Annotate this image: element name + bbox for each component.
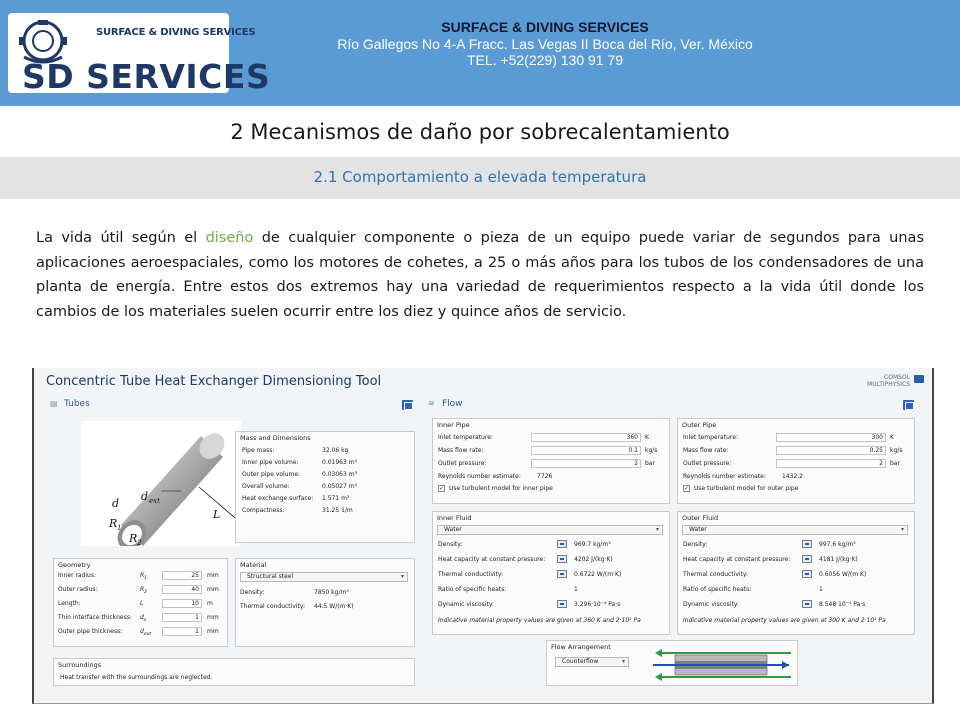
inner-fluid-row-value: 969.7 kg/m³ (574, 541, 611, 548)
material-row-value: 44.5 W/(m·K) (314, 603, 354, 610)
outer-pipe-row-label: Mass flow rate: (683, 447, 729, 454)
flow-arrangement-group (546, 640, 798, 686)
property-edit-icon[interactable] (557, 600, 567, 608)
outer-pipe-reynolds-value: 1432.2 (782, 473, 803, 480)
mass-row-label: Pipe mass: (242, 447, 275, 454)
comsol-app-screenshot (32, 368, 934, 704)
material-group-title: Material (240, 561, 267, 569)
counterflow-diagram (651, 647, 795, 683)
logo-wordmark: SD SERVICES (22, 57, 271, 96)
outer-fluid-row-value: 0.6056 W/(m·K) (819, 571, 867, 578)
geometry-row-label: Outer radius: (58, 586, 98, 593)
tubes-section-icon: ▤ (50, 399, 58, 408)
surroundings-title: Surroundings (58, 661, 102, 669)
flow-section-icon: ≋ (428, 399, 435, 408)
outer-pipe-row-label: Outlet pressure: (683, 460, 732, 467)
inner-fluid-select[interactable] (437, 525, 663, 535)
geometry-unit: mm (207, 614, 219, 621)
inner-pipe-turbulent-checkbox[interactable]: ✓ (439, 485, 445, 492)
outer-pipe-value-input[interactable]: 300 (776, 433, 886, 442)
chevron-down-icon: ▾ (621, 658, 625, 665)
property-edit-icon[interactable] (802, 540, 812, 548)
geometry-symbol (140, 586, 147, 595)
outer-fluid-row-label: Thermal conductivity: (683, 571, 749, 578)
paragraph-text-start: La vida útil según el (36, 230, 206, 246)
inner-fluid-row-label: Ratio of specific heats: (438, 586, 507, 593)
inner-fluid-row-value: 1 (574, 586, 578, 593)
diagram-label-r1: R (109, 517, 118, 530)
mass-row-label: Compactness: (242, 507, 285, 514)
paragraph-text-end: de cualquier componente o pieza de un equipo puede variar de segundos para unas aplicaciones aeroespaciales, como los motores de cohetes, a 25 o más años para los tubos de los condensadores de una planta de energía. Entre estos dos extremos hay una variedad de requerimientos respecto a la vida útil donde los cambios de los materiales suelen ocurrir entre los diez y quince años de servicio. (36, 230, 925, 320)
page-title: 2 Mecanismos de daño por sobrecalentamiento (230, 120, 730, 144)
outer-pipe-checkbox-label: Use turbulent model for outer pipe (694, 485, 799, 492)
outer-fluid-row-label: Heat capacity at constant pressure: (683, 556, 791, 563)
outer-pipe-group (677, 418, 915, 504)
body-paragraph (36, 226, 924, 324)
diagram-label-r1-sub: 1 (117, 524, 122, 532)
paragraph-highlight: diseño (205, 230, 254, 246)
outer-pipe-unit: K (890, 434, 894, 441)
flow-label: Flow (442, 399, 463, 409)
outer-pipe-unit: kg/s (890, 447, 903, 454)
surroundings-text: Heat transfer with the surroundings are neglected. (60, 674, 213, 681)
geometry-unit: mm (207, 586, 219, 593)
geometry-symbol (140, 614, 146, 623)
outer-fluid-row-label: Ratio of specific heats: (683, 586, 752, 593)
geometry-symbol-main: R (140, 572, 145, 579)
company-info (290, 19, 800, 69)
geometry-group (53, 558, 228, 647)
company-address: Río Gallegos No 4-A Fracc. Las Vegas II Boca del Río, Ver. México (337, 35, 753, 52)
mass-row-value: 32.06 kg (322, 447, 349, 454)
tubes-label: Tubes (64, 399, 90, 409)
mass-row-value: 0.03063 m³ (322, 471, 357, 478)
inner-fluid-row-value: 0.6722 W/(m·K) (574, 571, 622, 578)
inner-pipe-title: Inner Pipe (437, 421, 470, 429)
section-subtitle: 2.1 Comportamiento a elevada temperatura (313, 168, 647, 186)
geometry-symbol (140, 600, 143, 609)
inner-pipe-unit: kg/s (645, 447, 658, 454)
brand-line2: MULTIPHYSICS (867, 381, 910, 388)
flow-section-header[interactable] (428, 396, 463, 412)
inner-fluid-title: Inner Fluid (437, 514, 472, 522)
mass-row-label: Outer pipe volume: (242, 471, 301, 478)
inner-fluid-row-label: Density: (438, 541, 463, 548)
mass-dimensions-group (235, 431, 415, 543)
geometry-value-input[interactable]: 1 (162, 627, 202, 636)
chevron-down-icon: ▾ (655, 526, 659, 533)
inner-pipe-value-input[interactable]: 0.1 (531, 446, 641, 455)
app-title: Concentric Tube Heat Exchanger Dimensioning Tool (46, 374, 382, 389)
property-edit-icon[interactable] (802, 600, 812, 608)
outer-fluid-row-value: 997.6 kg/m³ (819, 541, 856, 548)
geometry-symbol-sub: ext (143, 632, 152, 638)
geometry-value-input[interactable]: 25 (162, 571, 202, 580)
flow-arrangement-selected: Counterflow (562, 658, 599, 665)
inner-pipe-group (432, 418, 670, 504)
geometry-symbol-sub: s (143, 618, 147, 624)
flow-arrangement-title: Flow Arrangement (551, 643, 611, 651)
property-edit-icon[interactable] (557, 540, 567, 548)
outer-pipe-value-input[interactable]: 0.25 (776, 446, 886, 455)
outer-pipe-value-input[interactable]: 2 (776, 459, 886, 468)
company-name: SURFACE & DIVING SERVICES (441, 19, 649, 35)
mass-row-value: 31.25 1/m (322, 507, 353, 514)
diagram-label-d: d (112, 497, 120, 510)
outer-fluid-title: Outer Fluid (682, 514, 719, 522)
outer-pipe-title: Outer Pipe (682, 421, 717, 429)
chevron-down-icon: ▾ (900, 526, 904, 533)
geometry-unit: m (207, 600, 213, 607)
inner-pipe-reynolds-value: 7726 (537, 473, 553, 480)
geometry-group-title: Geometry (58, 561, 91, 569)
mass-row-label: Overall volume: (242, 483, 290, 490)
outer-fluid-note: Indicative material property values are given at 300 K and 2·10⁵ Pa (683, 617, 886, 624)
material-row-value: 7850 kg/m³ (314, 589, 349, 596)
mass-group-title: Mass and Dimensions (240, 434, 311, 442)
geometry-unit: mm (207, 572, 219, 579)
mass-row-label: Inner pipe volume: (242, 459, 299, 466)
company-logo (8, 13, 271, 96)
outer-fluid-row-label: Density: (683, 541, 708, 548)
outer-fluid-row-label: Dynamic viscosity: (683, 601, 739, 608)
outer-fluid-group (677, 511, 915, 635)
inner-pipe-row-label: Outlet pressure: (438, 460, 487, 467)
logo-tagline: SURFACE & DIVING SERVICES (96, 27, 256, 38)
outer-fluid-selected: Water (689, 526, 707, 533)
material-row-label: Density: (240, 589, 265, 596)
flow-arrangement-select[interactable] (555, 657, 629, 667)
outer-pipe-unit: bar (890, 460, 900, 467)
outer-fluid-select[interactable] (682, 525, 908, 535)
outer-pipe-reynolds-label: Reynolds number estimate: (683, 473, 766, 480)
inner-pipe-value-input[interactable]: 360 (531, 433, 641, 442)
geometry-symbol (140, 628, 151, 637)
geometry-value-input[interactable]: 40 (162, 585, 202, 594)
brand-line1: COMSOL (884, 374, 910, 381)
mass-row-value: 0.05027 m³ (322, 483, 357, 490)
inner-fluid-row-label: Thermal conductivity: (438, 571, 504, 578)
inner-fluid-note: Indicative material property values are given at 360 K and 2·10⁵ Pa (438, 617, 641, 624)
property-edit-icon[interactable] (557, 570, 567, 578)
diagram-label-l: L (213, 508, 221, 521)
diagram-label-dext: d (141, 490, 149, 503)
geometry-symbol-main: d (140, 628, 144, 635)
geometry-symbol-sub: 2 (144, 590, 148, 596)
diagram-label-r2: R (129, 532, 138, 545)
comsol-logo-icon (914, 375, 924, 383)
geometry-symbol-main: R (140, 586, 145, 593)
geometry-row-label: Thin interface thickness: (58, 614, 132, 621)
inner-pipe-row-label: Inlet temperature: (438, 434, 493, 441)
inner-pipe-row-label: Mass flow rate: (438, 447, 484, 454)
comsol-brand (867, 374, 910, 388)
geometry-row-label: Length: (58, 600, 81, 607)
outer-pipe-row-label: Inlet temperature: (683, 434, 738, 441)
material-select[interactable] (240, 572, 408, 582)
mass-row-value: 1.571 m² (322, 495, 350, 502)
property-edit-icon[interactable] (802, 555, 812, 563)
header-bar (0, 0, 960, 106)
tubes-reset-button[interactable] (402, 400, 413, 410)
geometry-row-label: Inner radius: (58, 572, 97, 579)
geometry-unit: mm (207, 628, 219, 635)
diagram-label-dext-sub: ext (149, 497, 160, 505)
inner-pipe-unit: bar (645, 460, 655, 467)
material-selected: Structural steel (247, 573, 294, 580)
inner-fluid-row-value: 3.296·10⁻⁴ Pa·s (574, 601, 621, 608)
material-row-label: Thermal conductivity: (240, 603, 306, 610)
material-group (235, 558, 415, 647)
inner-fluid-row-label: Dynamic viscosity: (438, 601, 494, 608)
inner-fluid-selected: Water (444, 526, 462, 533)
property-edit-icon[interactable] (802, 570, 812, 578)
geometry-symbol (140, 572, 147, 581)
concentric-tube-illustration (81, 421, 241, 546)
mass-row-label: Heat exchange surface: (242, 495, 314, 502)
inner-fluid-row-label: Heat capacity at constant pressure: (438, 556, 546, 563)
outer-fluid-row-value: 4181 J/(kg·K) (819, 556, 858, 563)
inner-pipe-checkbox-label: Use turbulent model for inner pipe (449, 485, 553, 492)
outer-fluid-row-value: 1 (819, 586, 823, 593)
surroundings-group (53, 658, 415, 686)
diagram-label-r2-sub: 2 (137, 539, 142, 546)
geometry-value-input[interactable]: 10 (162, 599, 202, 608)
company-phone: TEL. +52(229) 130 91 79 (466, 52, 624, 68)
tubes-section-header[interactable] (50, 396, 90, 412)
mass-row-value: 0.01963 m³ (322, 459, 357, 466)
outer-pipe-turbulent-checkbox[interactable]: ✓ (684, 485, 690, 492)
inner-fluid-group (432, 511, 670, 635)
inner-pipe-unit: K (645, 434, 649, 441)
inner-pipe-value-input[interactable]: 2 (531, 459, 641, 468)
geometry-value-input[interactable]: 1 (162, 613, 202, 622)
geometry-symbol-main: d (140, 614, 144, 621)
flow-reset-button[interactable] (903, 400, 914, 410)
outer-fluid-row-value: 8.548·10⁻⁴ Pa·s (819, 601, 866, 608)
chevron-down-icon: ▾ (400, 573, 404, 580)
geometry-symbol-main: L (140, 600, 144, 607)
geometry-row-label: Outer pipe thickness: (58, 628, 123, 635)
tube-diagram (81, 421, 241, 546)
geometry-symbol-sub: 1 (144, 576, 148, 582)
inner-pipe-reynolds-label: Reynolds number estimate: (438, 473, 521, 480)
property-edit-icon[interactable] (557, 555, 567, 563)
inner-fluid-row-value: 4202 J/(kg·K) (574, 556, 613, 563)
